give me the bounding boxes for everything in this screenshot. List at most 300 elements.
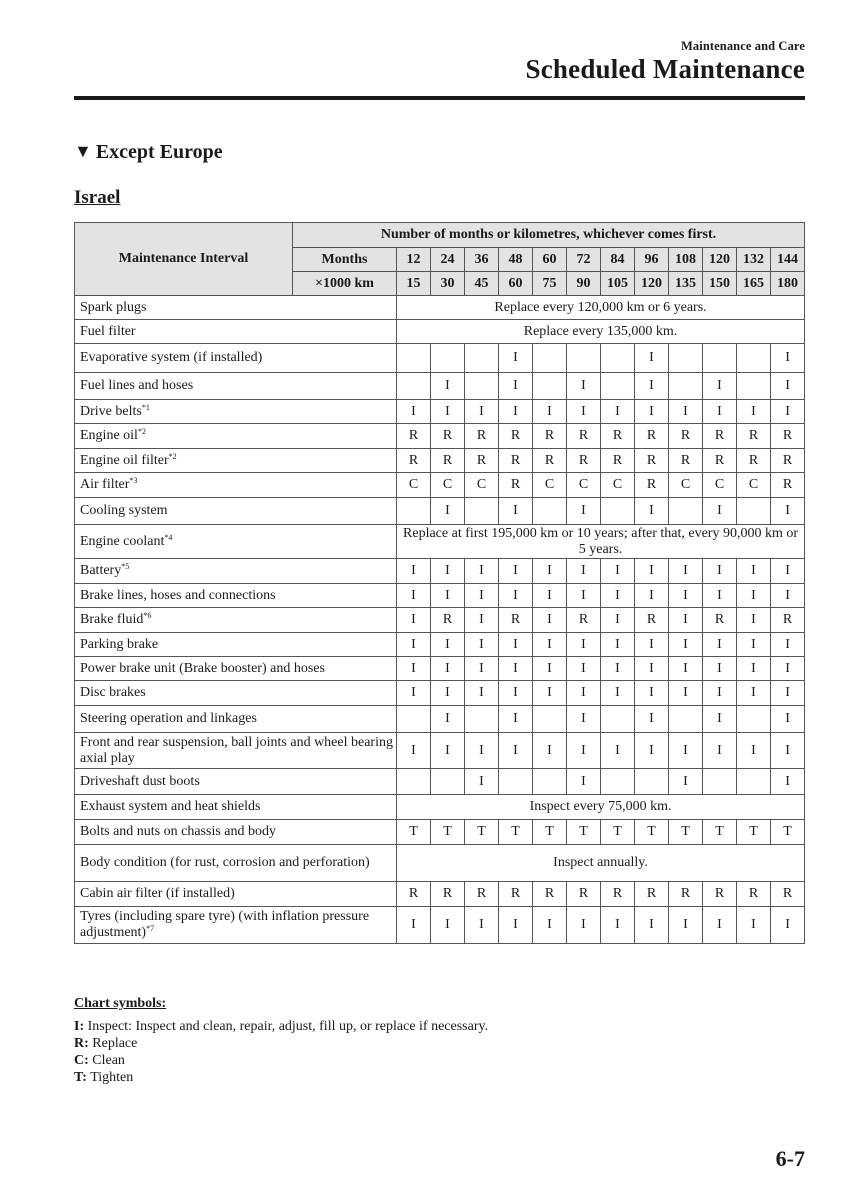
schedule-cell: T: [397, 820, 431, 845]
schedule-cell: R: [567, 608, 601, 633]
schedule-cell: C: [465, 473, 499, 498]
table-row: [75, 344, 805, 373]
schedule-cell: R: [601, 424, 635, 449]
schedule-cell: I: [771, 584, 805, 608]
table-row: [75, 296, 805, 320]
maintenance-item-label: Parking brake: [80, 636, 159, 652]
schedule-cell: [397, 706, 431, 733]
months-value: 84: [601, 248, 635, 272]
maintenance-item: [75, 473, 397, 498]
interval-instruction: Replace every 120,000 km or 6 years.: [397, 296, 805, 320]
maintenance-item: [75, 706, 397, 733]
km-label: ×1000 km: [293, 272, 397, 296]
schedule-cell: I: [397, 584, 431, 608]
symbol-entry: [74, 1018, 488, 1035]
header-rule: [74, 96, 805, 100]
schedule-cell: I: [567, 657, 601, 681]
maintenance-item-label: Spark plugs: [80, 299, 147, 315]
schedule-cell: I: [431, 657, 465, 681]
schedule-cell: R: [397, 882, 431, 907]
schedule-cell: I: [703, 633, 737, 657]
months-value: 48: [499, 248, 533, 272]
schedule-cell: I: [669, 400, 703, 424]
maintenance-item-label: Disc brakes: [80, 685, 146, 700]
maintenance-table: [74, 222, 805, 944]
schedule-cell: I: [703, 400, 737, 424]
schedule-cell: [669, 706, 703, 733]
schedule-cell: R: [771, 424, 805, 449]
schedule-cell: I: [465, 608, 499, 633]
months-value: 72: [567, 248, 601, 272]
schedule-cell: R: [431, 608, 465, 633]
schedule-cell: R: [533, 882, 567, 907]
schedule-cell: [601, 344, 635, 373]
schedule-cell: C: [567, 473, 601, 498]
maintenance-item: [75, 657, 397, 681]
schedule-cell: I: [533, 608, 567, 633]
schedule-cell: R: [635, 449, 669, 473]
schedule-cell: [465, 344, 499, 373]
schedule-cell: R: [635, 608, 669, 633]
schedule-cell: C: [703, 473, 737, 498]
schedule-cell: [635, 769, 669, 795]
schedule-cell: I: [669, 633, 703, 657]
symbol-entry: [74, 1052, 488, 1069]
schedule-cell: I: [771, 769, 805, 795]
maintenance-item-label: Fuel lines and hoses: [80, 378, 194, 393]
schedule-cell: I: [635, 344, 669, 373]
maintenance-item-label: Driveshaft dust boots: [80, 773, 200, 789]
schedule-cell: [601, 498, 635, 525]
maintenance-item-label: Front and rear suspension, ball joints and wheel bearing axial play: [80, 734, 393, 766]
schedule-cell: I: [771, 733, 805, 769]
footnote-marker: *7: [146, 924, 155, 933]
schedule-cell: I: [567, 373, 601, 400]
schedule-cell: I: [703, 498, 737, 525]
schedule-cell: I: [567, 681, 601, 706]
interval-instruction: Replace every 135,000 km.: [397, 320, 805, 344]
maintenance-item-label: Brake lines, hoses and connections: [80, 587, 276, 603]
months-value: 108: [669, 248, 703, 272]
schedule-cell: I: [499, 344, 533, 373]
section-heading: [74, 141, 223, 164]
schedule-cell: I: [465, 733, 499, 769]
interval-instruction: Inspect annually.: [397, 845, 805, 882]
table-row: [75, 424, 805, 449]
schedule-cell: I: [397, 681, 431, 706]
schedule-cell: I: [771, 907, 805, 944]
symbol-entry: [74, 1035, 488, 1052]
schedule-cell: [533, 344, 567, 373]
schedule-cell: I: [533, 633, 567, 657]
schedule-cell: [397, 498, 431, 525]
months-label: Months: [293, 248, 397, 272]
schedule-cell: R: [397, 449, 431, 473]
page-title: Scheduled Maintenance: [525, 54, 805, 84]
schedule-cell: I: [737, 559, 771, 584]
schedule-cell: R: [567, 882, 601, 907]
km-value: 30: [431, 272, 465, 296]
table-row: [75, 373, 805, 400]
schedule-cell: I: [635, 907, 669, 944]
schedule-cell: [499, 769, 533, 795]
schedule-cell: I: [737, 681, 771, 706]
schedule-cell: R: [771, 608, 805, 633]
maintenance-item: [75, 769, 397, 795]
schedule-cell: I: [465, 681, 499, 706]
schedule-cell: R: [533, 424, 567, 449]
interval-instruction: Replace at first 195,000 km or 10 years; after that, every 90,000 km or 5 years.: [397, 525, 805, 559]
schedule-cell: I: [431, 681, 465, 706]
schedule-cell: I: [431, 559, 465, 584]
schedule-cell: R: [397, 424, 431, 449]
schedule-cell: R: [499, 473, 533, 498]
schedule-cell: I: [397, 907, 431, 944]
schedule-cell: R: [567, 449, 601, 473]
schedule-cell: I: [397, 559, 431, 584]
schedule-cell: R: [669, 449, 703, 473]
schedule-cell: I: [465, 559, 499, 584]
chart-symbols-title: Chart symbols:: [74, 996, 167, 1011]
schedule-cell: [533, 769, 567, 795]
km-value: 135: [669, 272, 703, 296]
table-row: [75, 845, 805, 882]
table-row: [75, 633, 805, 657]
schedule-cell: I: [669, 769, 703, 795]
table-row: [75, 559, 805, 584]
schedule-cell: R: [737, 882, 771, 907]
schedule-cell: I: [499, 498, 533, 525]
schedule-cell: I: [771, 373, 805, 400]
maintenance-item: [75, 424, 397, 449]
schedule-cell: I: [465, 633, 499, 657]
schedule-cell: [669, 498, 703, 525]
schedule-cell: I: [533, 733, 567, 769]
schedule-cell: I: [431, 498, 465, 525]
schedule-cell: I: [737, 733, 771, 769]
schedule-cell: I: [499, 400, 533, 424]
symbol-description: Inspect: Inspect and clean, repair, adjust, fill up, or replace if necessary.: [84, 1019, 489, 1034]
schedule-cell: T: [737, 820, 771, 845]
symbol-description: Clean: [88, 1053, 125, 1068]
schedule-cell: I: [567, 733, 601, 769]
table-row: [75, 882, 805, 907]
symbol-description: Tighten: [86, 1070, 134, 1085]
footnote-marker: *1: [141, 402, 150, 412]
schedule-cell: I: [737, 400, 771, 424]
months-value: 36: [465, 248, 499, 272]
months-value: 120: [703, 248, 737, 272]
schedule-cell: I: [703, 681, 737, 706]
schedule-cell: R: [465, 882, 499, 907]
schedule-cell: I: [465, 769, 499, 795]
schedule-cell: R: [635, 424, 669, 449]
km-value: 165: [737, 272, 771, 296]
schedule-cell: R: [601, 449, 635, 473]
maintenance-item-label: Steering operation and linkages: [80, 711, 257, 726]
months-value: 24: [431, 248, 465, 272]
schedule-cell: [533, 373, 567, 400]
schedule-cell: I: [567, 706, 601, 733]
schedule-cell: I: [397, 657, 431, 681]
schedule-cell: R: [601, 882, 635, 907]
schedule-cell: R: [567, 424, 601, 449]
table-row: [75, 657, 805, 681]
maintenance-item-label: Engine oil: [80, 428, 138, 443]
schedule-cell: T: [499, 820, 533, 845]
schedule-cell: [397, 344, 431, 373]
maintenance-item-label: Engine coolant: [80, 533, 165, 549]
schedule-cell: I: [567, 498, 601, 525]
schedule-cell: R: [465, 449, 499, 473]
schedule-cell: R: [771, 473, 805, 498]
schedule-cell: I: [601, 400, 635, 424]
schedule-cell: C: [397, 473, 431, 498]
schedule-cell: I: [771, 681, 805, 706]
maintenance-item: [75, 525, 397, 559]
schedule-cell: I: [635, 373, 669, 400]
schedule-cell: I: [567, 633, 601, 657]
maintenance-item: [75, 320, 397, 344]
schedule-cell: I: [703, 907, 737, 944]
schedule-cell: R: [499, 424, 533, 449]
schedule-cell: I: [431, 907, 465, 944]
schedule-cell: I: [431, 706, 465, 733]
table-row: [75, 525, 805, 559]
schedule-cell: [397, 769, 431, 795]
footnote-marker: *4: [164, 532, 173, 542]
schedule-cell: T: [669, 820, 703, 845]
schedule-cell: I: [703, 657, 737, 681]
symbol-key: T:: [74, 1070, 87, 1085]
schedule-cell: R: [703, 882, 737, 907]
km-value: 60: [499, 272, 533, 296]
interval-note: Number of months or kilometres, whichever comes first.: [293, 223, 805, 248]
km-value: 120: [635, 272, 669, 296]
table-row: [75, 820, 805, 845]
schedule-cell: I: [465, 584, 499, 608]
schedule-cell: T: [431, 820, 465, 845]
schedule-cell: I: [635, 559, 669, 584]
table-row: [75, 498, 805, 525]
page-number: 6-7: [775, 1146, 805, 1171]
schedule-cell: I: [499, 733, 533, 769]
schedule-cell: I: [465, 907, 499, 944]
km-value: 15: [397, 272, 431, 296]
schedule-cell: [397, 373, 431, 400]
symbol-key: R:: [74, 1036, 89, 1051]
table-row: [75, 400, 805, 424]
footnote-marker: *6: [143, 611, 152, 620]
schedule-cell: I: [703, 733, 737, 769]
maintenance-item: [75, 882, 397, 907]
schedule-cell: I: [567, 559, 601, 584]
schedule-cell: I: [703, 584, 737, 608]
maintenance-item: [75, 795, 397, 820]
running-header-section: Maintenance and Care: [681, 39, 805, 53]
schedule-cell: R: [669, 882, 703, 907]
schedule-cell: I: [737, 907, 771, 944]
schedule-cell: R: [635, 882, 669, 907]
maintenance-item-label: Drive belts: [80, 403, 142, 419]
km-value: 75: [533, 272, 567, 296]
schedule-cell: R: [499, 608, 533, 633]
schedule-cell: I: [601, 657, 635, 681]
schedule-cell: I: [499, 681, 533, 706]
region-heading: Israel: [74, 187, 121, 208]
table-row: [75, 320, 805, 344]
maintenance-item-label: Power brake unit (Brake booster) and hoses: [80, 660, 325, 676]
schedule-cell: I: [601, 559, 635, 584]
schedule-cell: R: [533, 449, 567, 473]
schedule-cell: I: [499, 584, 533, 608]
schedule-cell: [703, 769, 737, 795]
schedule-cell: I: [533, 400, 567, 424]
months-value: 60: [533, 248, 567, 272]
maintenance-item-label: Fuel filter: [80, 323, 136, 339]
schedule-cell: [703, 344, 737, 373]
months-value: 96: [635, 248, 669, 272]
schedule-cell: I: [499, 559, 533, 584]
schedule-cell: T: [533, 820, 567, 845]
schedule-cell: T: [601, 820, 635, 845]
km-value: 105: [601, 272, 635, 296]
schedule-cell: R: [669, 424, 703, 449]
schedule-cell: [601, 373, 635, 400]
maintenance-item: [75, 633, 397, 657]
footnote-marker: *3: [129, 476, 138, 485]
schedule-cell: R: [703, 608, 737, 633]
schedule-cell: I: [533, 559, 567, 584]
schedule-cell: R: [703, 424, 737, 449]
table-row: [75, 907, 805, 944]
schedule-cell: C: [669, 473, 703, 498]
schedule-cell: I: [771, 400, 805, 424]
months-value: 132: [737, 248, 771, 272]
schedule-cell: I: [669, 584, 703, 608]
schedule-cell: I: [397, 733, 431, 769]
schedule-cell: C: [431, 473, 465, 498]
maintenance-item: [75, 584, 397, 608]
maintenance-item: [75, 907, 397, 944]
triangle-down-icon: ▼: [74, 141, 92, 161]
maintenance-item: [75, 733, 397, 769]
schedule-cell: I: [465, 400, 499, 424]
table-row: [75, 795, 805, 820]
schedule-cell: R: [771, 882, 805, 907]
schedule-cell: I: [635, 706, 669, 733]
schedule-cell: I: [431, 584, 465, 608]
schedule-cell: [431, 769, 465, 795]
chart-symbols: [74, 995, 488, 1086]
schedule-cell: I: [703, 706, 737, 733]
schedule-cell: [567, 344, 601, 373]
table-row: [75, 473, 805, 498]
schedule-cell: I: [601, 633, 635, 657]
schedule-cell: I: [431, 633, 465, 657]
schedule-cell: I: [669, 657, 703, 681]
maintenance-item-label: Engine oil filter: [80, 452, 169, 468]
schedule-cell: I: [567, 769, 601, 795]
schedule-cell: [737, 769, 771, 795]
schedule-cell: R: [771, 449, 805, 473]
symbol-key: I:: [74, 1019, 85, 1034]
maintenance-item: [75, 498, 397, 525]
chart-symbols-list: [74, 1018, 488, 1086]
schedule-cell: I: [499, 706, 533, 733]
schedule-cell: I: [601, 681, 635, 706]
table-row: [75, 706, 805, 733]
footnote-marker: *5: [121, 562, 130, 571]
schedule-cell: I: [635, 633, 669, 657]
interval-label: Maintenance Interval: [75, 223, 293, 296]
schedule-cell: I: [499, 907, 533, 944]
schedule-cell: I: [397, 400, 431, 424]
interval-instruction: Inspect every 75,000 km.: [397, 795, 805, 820]
schedule-cell: [737, 498, 771, 525]
schedule-cell: I: [431, 400, 465, 424]
schedule-cell: I: [703, 373, 737, 400]
maintenance-item-label: Cabin air filter (if installed): [80, 886, 235, 901]
schedule-cell: I: [737, 657, 771, 681]
maintenance-item-label: Exhaust system and heat shields: [80, 799, 261, 814]
schedule-cell: C: [737, 473, 771, 498]
schedule-cell: I: [635, 584, 669, 608]
schedule-cell: I: [601, 608, 635, 633]
maintenance-item-label: Battery: [80, 563, 122, 578]
maintenance-item: [75, 681, 397, 706]
schedule-cell: T: [771, 820, 805, 845]
schedule-cell: [465, 706, 499, 733]
schedule-cell: [533, 498, 567, 525]
schedule-cell: I: [499, 373, 533, 400]
months-value: 144: [771, 248, 805, 272]
schedule-cell: I: [703, 559, 737, 584]
schedule-cell: R: [431, 882, 465, 907]
months-value: 12: [397, 248, 431, 272]
table-row: [75, 449, 805, 473]
schedule-cell: I: [499, 657, 533, 681]
schedule-cell: I: [771, 657, 805, 681]
schedule-cell: [465, 498, 499, 525]
table-row: [75, 584, 805, 608]
schedule-cell: I: [771, 633, 805, 657]
schedule-cell: I: [635, 498, 669, 525]
schedule-cell: R: [499, 882, 533, 907]
schedule-cell: I: [397, 633, 431, 657]
maintenance-item-label: Cooling system: [80, 503, 168, 518]
schedule-cell: I: [601, 733, 635, 769]
schedule-cell: [465, 373, 499, 400]
maintenance-item-label: Brake fluid: [80, 612, 144, 627]
km-value: 150: [703, 272, 737, 296]
schedule-cell: C: [601, 473, 635, 498]
schedule-cell: I: [533, 907, 567, 944]
schedule-cell: R: [635, 473, 669, 498]
maintenance-item-label: Body condition (for rust, corrosion and perforation): [80, 855, 370, 870]
schedule-cell: I: [737, 608, 771, 633]
schedule-cell: I: [567, 584, 601, 608]
schedule-cell: I: [771, 344, 805, 373]
footnote-marker: *2: [137, 427, 146, 436]
schedule-cell: [431, 344, 465, 373]
maintenance-item: [75, 559, 397, 584]
schedule-cell: R: [499, 449, 533, 473]
schedule-cell: I: [669, 681, 703, 706]
schedule-cell: I: [669, 559, 703, 584]
schedule-cell: I: [771, 498, 805, 525]
schedule-cell: I: [499, 633, 533, 657]
